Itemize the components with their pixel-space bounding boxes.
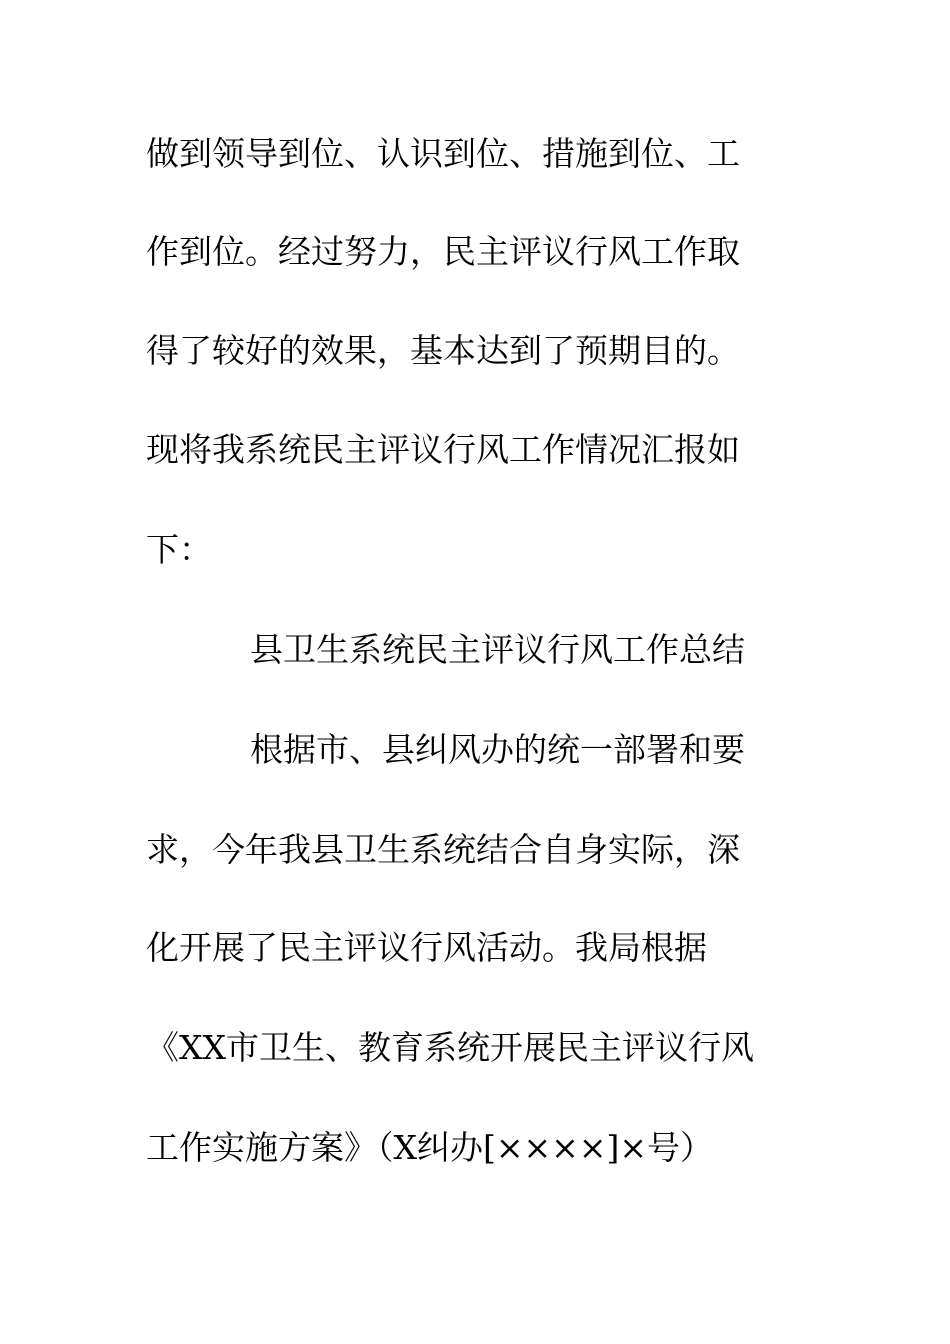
body-text-line: 《XX市卫生、教育系统开展民主评议行风: [146, 1028, 754, 1067]
body-text-line: 求，今年我县卫生系统结合自身实际，深: [146, 830, 740, 869]
body-text-line: 化开展了民主评议行风活动。我局根据: [146, 928, 707, 967]
paragraph-first-line: 根据市、县纠风办的统一部署和要: [250, 730, 745, 769]
body-text-line: 作到位。经过努力，民主评议行风工作取: [146, 232, 740, 271]
body-text-line: 工作实施方案》（X纠办[××××]×号）: [146, 1128, 713, 1167]
body-text-line: 下：: [146, 530, 212, 569]
body-text-line: 做到领导到位、认识到位、措施到位、工: [146, 134, 740, 173]
body-text-line: 现将我系统民主评议行风工作情况汇报如: [146, 430, 740, 469]
body-text-line: 得了较好的效果，基本达到了预期目的。: [146, 331, 740, 370]
section-title: 县卫生系统民主评议行风工作总结: [250, 630, 745, 669]
